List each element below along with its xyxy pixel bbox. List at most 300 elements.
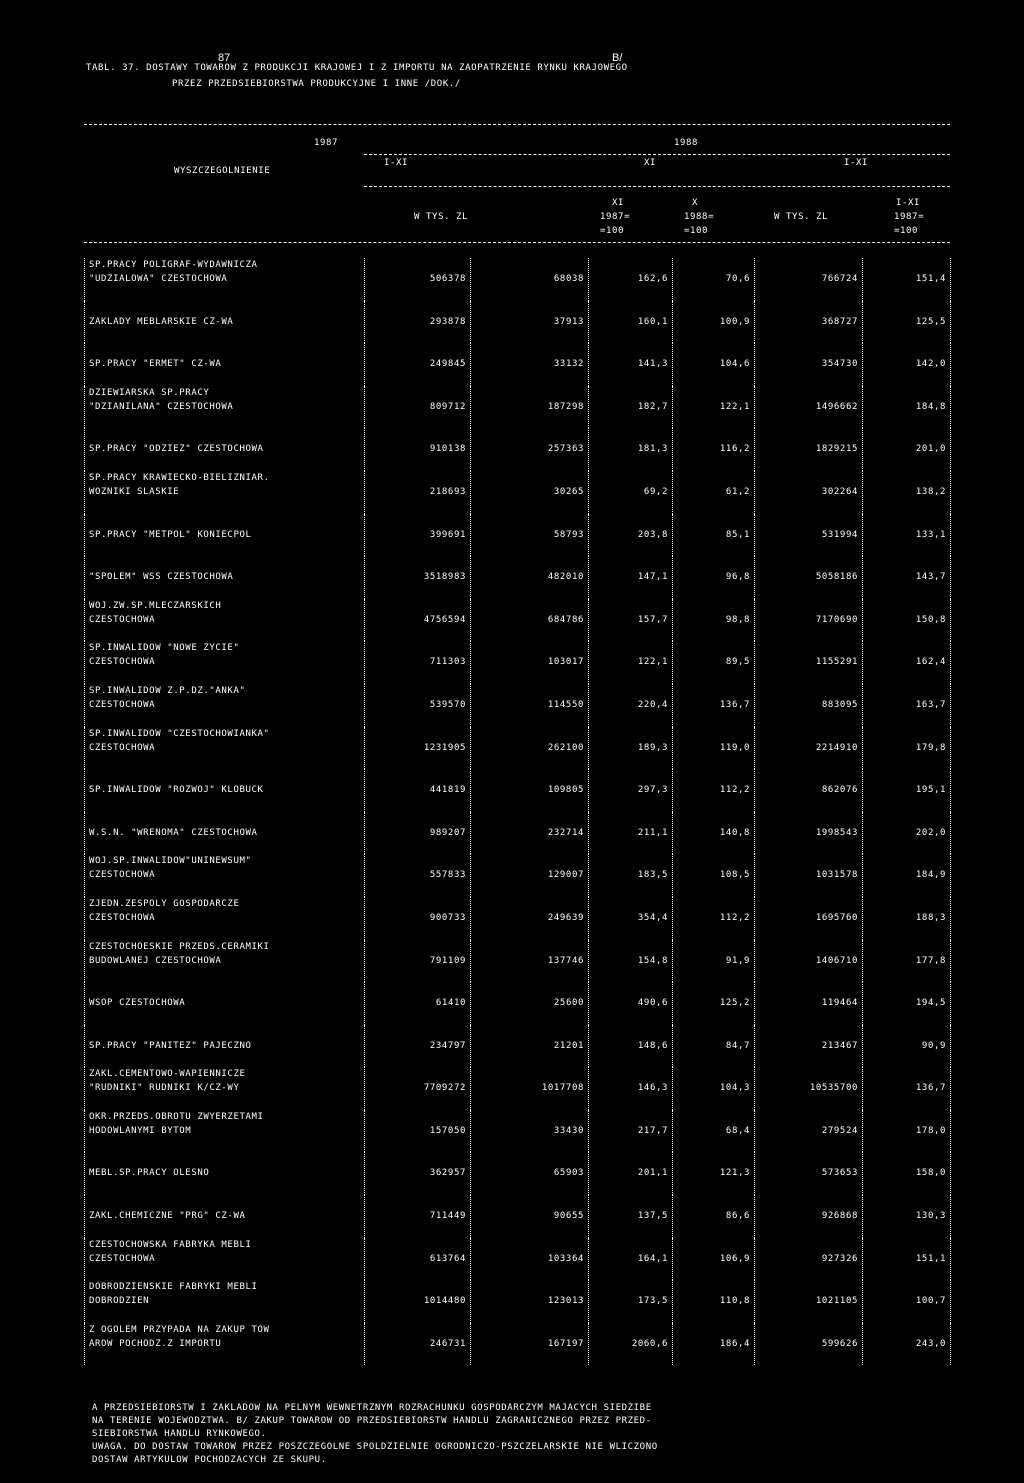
cell-spacer — [759, 556, 858, 570]
cell-value: 148,6 — [637, 1040, 668, 1051]
cell-spacer — [369, 854, 466, 868]
cell-spacer — [593, 1195, 668, 1209]
cell-spacer — [593, 1238, 668, 1252]
cell-spacer — [759, 684, 858, 698]
cell-spacer — [759, 1280, 858, 1294]
cell-d — [673, 684, 755, 727]
row-label-line-1: DOBRODZIENSKIE FABRYKI MEBLI — [89, 1282, 258, 1293]
cell-spacer — [677, 556, 750, 570]
row-label-line-1: DZIEWIARSKA SP.PRACY — [89, 387, 210, 398]
cell-value: 1014480 — [423, 1296, 466, 1307]
row-label-line-2: CZESTOCHOWA — [89, 912, 156, 923]
cell-value: 158,0 — [915, 1168, 946, 1179]
cell-spacer — [759, 727, 858, 741]
cell-f — [863, 343, 951, 386]
cell-value: 58793 — [553, 529, 584, 540]
cell-value: 173,5 — [637, 1296, 668, 1307]
cell-c — [589, 940, 673, 983]
row-label-line-2: W.S.N. "WRENOMA" CZESTOCHOWA — [89, 827, 258, 838]
cell-value: 257363 — [547, 444, 584, 455]
cell-spacer — [475, 1238, 584, 1252]
cell-spacer — [475, 940, 584, 954]
row-label — [85, 1067, 365, 1110]
cell-value: 119,0 — [719, 742, 750, 753]
cell-value: 84,7 — [725, 1040, 750, 1051]
cell-spacer — [593, 599, 668, 613]
cell-value: 573653 — [821, 1168, 858, 1179]
cell-a — [365, 471, 471, 514]
cell-c — [589, 1152, 673, 1195]
row-label-line-2: MEBL.SP.PRACY OLESNO — [89, 1168, 210, 1179]
cell-d — [673, 386, 755, 429]
header-x-bot: =100 — [684, 226, 709, 236]
footnote-line-2: NA TERENIE WOJEWODZTWA. B/ ZAKUP TOWAROW OD PRZEDSIEBIORSTW HANDLU ZAGRANICZNEGO PRZEZ PRZED- — [92, 1416, 652, 1426]
cell-e — [755, 1280, 863, 1323]
cell-spacer — [677, 940, 750, 954]
table-row — [85, 1280, 951, 1323]
row-label-line-1: ZAKL.CEMENTOWO-WAPIENNICZE — [89, 1069, 246, 1080]
cell-b — [471, 940, 589, 983]
cell-c — [589, 727, 673, 770]
cell-a — [365, 769, 471, 812]
cell-spacer — [593, 343, 668, 357]
cell-spacer — [677, 386, 750, 400]
cell-e — [755, 1025, 863, 1068]
cell-f — [863, 940, 951, 983]
cell-spacer — [677, 897, 750, 911]
row-label — [85, 727, 365, 770]
cell-value: 218693 — [429, 486, 466, 497]
cell-f — [863, 599, 951, 642]
row-label-line-1: SP.PRACY KRAWIECKO-BIELIZNIAR. — [89, 472, 270, 483]
cell-spacer — [759, 1152, 858, 1166]
cell-value: 114550 — [547, 699, 584, 710]
cell-value: 791109 — [429, 955, 466, 966]
table-row — [85, 599, 951, 642]
cell-value: 123013 — [547, 1296, 584, 1307]
cell-spacer — [759, 940, 858, 954]
cell-c — [589, 812, 673, 855]
cell-b — [471, 854, 589, 897]
row-label — [85, 854, 365, 897]
table-row — [85, 684, 951, 727]
cell-c — [589, 386, 673, 429]
row-label-line-1 — [89, 428, 360, 442]
cell-value: 7709272 — [423, 1083, 466, 1094]
cell-spacer — [593, 386, 668, 400]
cell-b — [471, 556, 589, 599]
cell-spacer — [475, 258, 584, 272]
header-rule-1 — [364, 154, 950, 155]
cell-value: 157050 — [429, 1125, 466, 1136]
cell-spacer — [867, 1110, 946, 1124]
header-ixi-bot: =100 — [894, 226, 919, 236]
cell-e — [755, 1323, 863, 1366]
cell-value: 103017 — [547, 657, 584, 668]
cell-value: 110,8 — [719, 1296, 750, 1307]
cell-spacer — [759, 343, 858, 357]
cell-spacer — [759, 386, 858, 400]
cell-spacer — [867, 1195, 946, 1209]
row-label-line-1: OKR.PRZEDS.OBROTU ZWYERZETAMI — [89, 1111, 264, 1122]
cell-spacer — [677, 769, 750, 783]
cell-spacer — [759, 1323, 858, 1337]
cell-e — [755, 684, 863, 727]
cell-spacer — [867, 258, 946, 272]
cell-spacer — [867, 1025, 946, 1039]
cell-spacer — [867, 1238, 946, 1252]
cell-value: 164,1 — [637, 1253, 668, 1264]
table-row — [85, 1195, 951, 1238]
cell-value: 147,1 — [637, 572, 668, 583]
cell-spacer — [759, 301, 858, 315]
table-row — [85, 386, 951, 429]
row-label-line-2: HODOWLANYMI BYTOM — [89, 1125, 192, 1136]
row-label — [85, 386, 365, 429]
cell-e — [755, 1110, 863, 1153]
cell-spacer — [867, 428, 946, 442]
cell-spacer — [593, 471, 668, 485]
cell-value: 186,4 — [719, 1338, 750, 1349]
cell-spacer — [593, 1323, 668, 1337]
cell-f — [863, 514, 951, 557]
cell-d — [673, 1280, 755, 1323]
cell-spacer — [475, 727, 584, 741]
cell-b — [471, 1280, 589, 1323]
cell-value: 68038 — [553, 274, 584, 284]
cell-value: 1695760 — [815, 912, 858, 923]
header-col-name: WYSZCZEGOLNIENIE — [174, 166, 271, 176]
cell-spacer — [867, 684, 946, 698]
table-row — [85, 940, 951, 983]
cell-spacer — [759, 1195, 858, 1209]
cell-d — [673, 1195, 755, 1238]
cell-e — [755, 1195, 863, 1238]
cell-value: 362957 — [429, 1168, 466, 1179]
cell-e — [755, 769, 863, 812]
cell-value: 30265 — [553, 486, 584, 497]
cell-spacer — [593, 1025, 668, 1039]
cell-d — [673, 727, 755, 770]
cell-spacer — [677, 1323, 750, 1337]
handwritten-page-mark: 87 — [218, 52, 231, 64]
cell-value: 279524 — [821, 1125, 858, 1136]
cell-spacer — [369, 343, 466, 357]
row-label-line-1 — [89, 1195, 360, 1209]
row-label — [85, 514, 365, 557]
cell-spacer — [369, 1323, 466, 1337]
cell-spacer — [369, 1238, 466, 1252]
table-title — [86, 52, 628, 92]
cell-spacer — [677, 854, 750, 868]
header-top-rule — [84, 124, 950, 125]
cell-spacer — [369, 727, 466, 741]
cell-spacer — [369, 514, 466, 528]
cell-d — [673, 940, 755, 983]
header-cells — [84, 138, 950, 248]
cell-spacer — [759, 514, 858, 528]
cell-value: 183,5 — [637, 870, 668, 881]
header-unit-2: W TYS. ZL — [774, 212, 829, 222]
row-label-line-2: "SPOLEM" WSS CZESTOCHOWA — [89, 572, 234, 583]
cell-c — [589, 1195, 673, 1238]
header-ixi-mid: 1987= — [894, 212, 925, 222]
row-label-line-2: ZAKLADY MEBLARSKIE CZ-WA — [89, 316, 234, 327]
cell-c — [589, 641, 673, 684]
cell-value: 249639 — [547, 912, 584, 923]
cell-f — [863, 812, 951, 855]
cell-value: 136,7 — [719, 699, 750, 710]
row-label — [85, 258, 365, 301]
row-label-line-2: SP.PRACY "PANITEZ" PAJECZNO — [89, 1040, 252, 1051]
cell-f — [863, 641, 951, 684]
table-row — [85, 1323, 951, 1366]
row-label-line-1 — [89, 556, 360, 570]
cell-d — [673, 1067, 755, 1110]
row-label — [85, 641, 365, 684]
footnotes — [92, 1402, 658, 1467]
table-row — [85, 854, 951, 897]
header-year-1988: 1988 — [674, 138, 699, 148]
header-xi-top: XI — [612, 198, 625, 208]
cell-f — [863, 897, 951, 940]
cell-spacer — [593, 940, 668, 954]
cell-spacer — [593, 514, 668, 528]
cell-value: 112,2 — [719, 912, 750, 923]
cell-spacer — [475, 982, 584, 996]
cell-value: 202,0 — [915, 827, 946, 838]
cell-value: 140,8 — [719, 827, 750, 838]
cell-value: 106,9 — [719, 1253, 750, 1264]
cell-value: 211,1 — [637, 827, 668, 838]
cell-e — [755, 641, 863, 684]
cell-f — [863, 727, 951, 770]
cell-c — [589, 471, 673, 514]
row-label-line-2: SP.PRACY "ODZIEZ" CZESTOCHOWA — [89, 444, 264, 455]
cell-spacer — [369, 769, 466, 783]
cell-f — [863, 1110, 951, 1153]
table-row — [85, 897, 951, 940]
cell-spacer — [593, 301, 668, 315]
cell-c — [589, 599, 673, 642]
cell-value: 262100 — [547, 742, 584, 753]
row-label — [85, 1280, 365, 1323]
cell-value: 89,5 — [725, 657, 750, 668]
cell-value: 69,2 — [643, 486, 668, 497]
cell-d — [673, 769, 755, 812]
row-label — [85, 1152, 365, 1195]
cell-spacer — [593, 641, 668, 655]
cell-spacer — [677, 301, 750, 315]
cell-value: 33430 — [553, 1125, 584, 1136]
cell-c — [589, 769, 673, 812]
footnote-line-5: DOSTAW ARTYKULOW POCHODZACYCH ZE SKUPU. — [92, 1455, 327, 1465]
cell-value: 599626 — [821, 1338, 858, 1349]
cell-a — [365, 1195, 471, 1238]
cell-value: 7170690 — [815, 614, 858, 625]
cell-e — [755, 727, 863, 770]
cell-value: 883095 — [821, 699, 858, 710]
cell-spacer — [475, 684, 584, 698]
cell-value: 927326 — [821, 1253, 858, 1264]
cell-spacer — [593, 1280, 668, 1294]
cell-f — [863, 301, 951, 344]
cell-spacer — [369, 301, 466, 315]
cell-c — [589, 1280, 673, 1323]
cell-spacer — [759, 599, 858, 613]
row-label-line-2: ZAKL.CHEMICZNE "PRG" CZ-WA — [89, 1211, 246, 1222]
cell-spacer — [369, 1195, 466, 1209]
cell-spacer — [369, 599, 466, 613]
cell-spacer — [475, 897, 584, 911]
cell-value: 354,4 — [637, 912, 668, 923]
cell-b — [471, 1195, 589, 1238]
cell-d — [673, 471, 755, 514]
cell-d — [673, 897, 755, 940]
row-label-line-1: CZESTOCHOESKIE PRZEDS.CERAMIKI — [89, 941, 270, 952]
cell-d — [673, 258, 755, 301]
cell-spacer — [759, 854, 858, 868]
header-year-1987: 1987 — [314, 138, 339, 148]
cell-value: 137746 — [547, 955, 584, 966]
cell-value: 116,2 — [719, 444, 750, 455]
cell-spacer — [867, 343, 946, 357]
cell-value: 142,0 — [915, 359, 946, 370]
cell-e — [755, 428, 863, 471]
cell-b — [471, 514, 589, 557]
cell-f — [863, 982, 951, 1025]
cell-spacer — [593, 1110, 668, 1124]
row-label-line-1 — [89, 343, 360, 357]
cell-a — [365, 684, 471, 727]
cell-value: 711303 — [429, 657, 466, 668]
table-row — [85, 556, 951, 599]
cell-a — [365, 1025, 471, 1068]
cell-value: 61410 — [435, 998, 466, 1009]
row-label — [85, 1110, 365, 1153]
cell-value: 112,2 — [719, 785, 750, 796]
cell-a — [365, 897, 471, 940]
cell-spacer — [369, 1152, 466, 1166]
row-label-line-1 — [89, 1152, 360, 1166]
cell-b — [471, 641, 589, 684]
table-row — [85, 1025, 951, 1068]
cell-e — [755, 1238, 863, 1281]
cell-f — [863, 684, 951, 727]
cell-value: 143,7 — [915, 572, 946, 583]
row-label-line-1 — [89, 812, 360, 826]
table-row — [85, 769, 951, 812]
cell-spacer — [867, 386, 946, 400]
cell-value: 100,9 — [719, 316, 750, 327]
cell-value: 1017708 — [541, 1083, 584, 1094]
cell-value: 162,6 — [637, 274, 668, 284]
cell-value: 910138 — [429, 444, 466, 455]
row-label — [85, 684, 365, 727]
cell-c — [589, 556, 673, 599]
row-label-line-2: SP.INWALIDOW "ROZWOJ" KLOBUCK — [89, 785, 264, 796]
header-period-2: XI — [644, 158, 657, 168]
cell-spacer — [867, 556, 946, 570]
cell-value: 243,0 — [915, 1338, 946, 1349]
cell-spacer — [677, 1025, 750, 1039]
cell-spacer — [677, 471, 750, 485]
cell-f — [863, 1067, 951, 1110]
cell-spacer — [369, 982, 466, 996]
cell-spacer — [475, 386, 584, 400]
title-line-2: PRZEZ PRZEDSIEBIORSTWA PRODUKCYJNE I INNE /DOK./ — [172, 79, 461, 89]
cell-spacer — [369, 1110, 466, 1124]
cell-spacer — [759, 1110, 858, 1124]
cell-spacer — [475, 599, 584, 613]
cell-d — [673, 301, 755, 344]
cell-a — [365, 1238, 471, 1281]
header-period-1: I-XI — [384, 158, 409, 168]
cell-value: 103364 — [547, 1253, 584, 1264]
cell-c — [589, 684, 673, 727]
cell-value: 862076 — [821, 785, 858, 796]
cell-spacer — [867, 897, 946, 911]
table-row — [85, 1067, 951, 1110]
cell-b — [471, 684, 589, 727]
cell-value: 150,8 — [915, 614, 946, 625]
cell-value: 194,5 — [915, 998, 946, 1009]
header-xi-bot: =100 — [600, 226, 625, 236]
cell-spacer — [475, 1323, 584, 1337]
cell-value: 201,1 — [637, 1168, 668, 1179]
cell-e — [755, 599, 863, 642]
cell-value: 1496662 — [815, 401, 858, 412]
cell-value: 151,1 — [915, 1253, 946, 1264]
row-label-line-2: CZESTOCHOWA — [89, 870, 156, 881]
table-row — [85, 514, 951, 557]
cell-spacer — [475, 1280, 584, 1294]
cell-b — [471, 769, 589, 812]
cell-spacer — [369, 1280, 466, 1294]
cell-f — [863, 854, 951, 897]
table-row — [85, 301, 951, 344]
cell-value: 157,7 — [637, 614, 668, 625]
cell-spacer — [677, 428, 750, 442]
cell-b — [471, 1152, 589, 1195]
cell-value: 91,9 — [725, 955, 750, 966]
cell-spacer — [677, 1195, 750, 1209]
row-label-line-2: CZESTOCHOWA — [89, 614, 156, 625]
row-label-line-2: WSOP CZESTOCHOWA — [89, 998, 186, 1009]
cell-value: 220,4 — [637, 699, 668, 710]
cell-d — [673, 641, 755, 684]
cell-spacer — [369, 258, 466, 272]
row-label-line-1 — [89, 982, 360, 996]
cell-a — [365, 1067, 471, 1110]
row-label — [85, 982, 365, 1025]
cell-f — [863, 386, 951, 429]
cell-a — [365, 386, 471, 429]
cell-value: 37913 — [553, 316, 584, 327]
cell-spacer — [369, 812, 466, 826]
row-label-line-2: WOZNIKI SLASKIE — [89, 486, 180, 497]
cell-value: 121,3 — [719, 1168, 750, 1179]
cell-b — [471, 1238, 589, 1281]
header-unit-1: W TYS. ZL — [414, 212, 469, 222]
row-label-line-1 — [89, 301, 360, 315]
table-row — [85, 641, 951, 684]
cell-d — [673, 1110, 755, 1153]
footnote-line-1: A PRZEDSIEBIORSTW I ZAKLADOW NA PELNYM WEWNETRZNYM ROZRACHUNKU GOSPODARCZYM MAJACYCH SIEDZIBE — [92, 1403, 652, 1413]
cell-value: 5058186 — [815, 572, 858, 583]
cell-spacer — [677, 514, 750, 528]
row-label-line-2: CZESTOCHOWA — [89, 657, 156, 668]
